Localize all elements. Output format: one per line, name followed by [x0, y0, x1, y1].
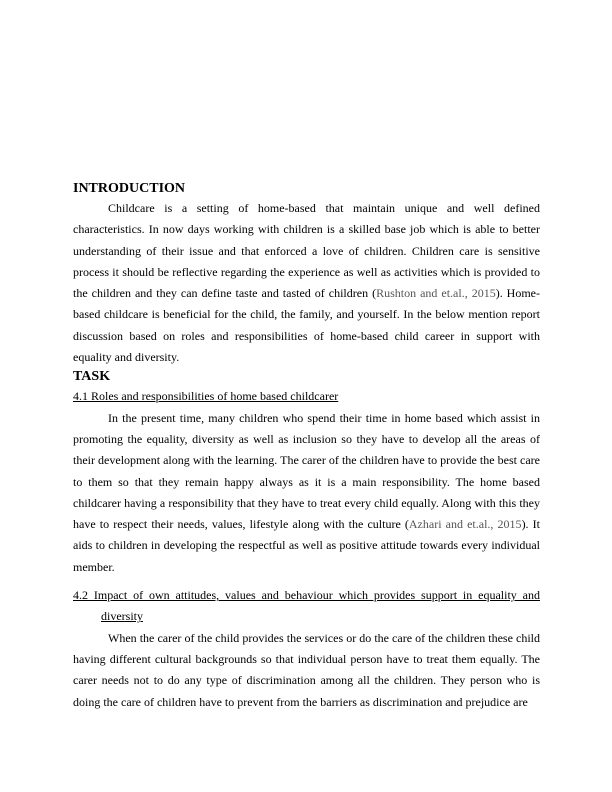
introduction-citation: Rushton and et.al., 2015 — [376, 286, 496, 301]
introduction-paragraph — [73, 198, 540, 368]
task-heading: TASK — [73, 369, 111, 385]
introduction-text-part-2: ). Home-based childcare is beneficial for the child, the family, and yourself. In the below mention report discussion based on roles and responsibilities of home-based child career in support with equality and diversity. — [73, 286, 541, 365]
section-4-1-citation: Azhari and et.al., 2015 — [408, 517, 522, 532]
section-4-2-title: 4.2 Impact of own attitudes, values and behaviour which provides support in equality and diversity — [73, 588, 540, 624]
section-4-1-text-part-1: In the present time, many children who spend their time in home based which assist in promoting the equality, diversity as well as inclusion so they have to develop all the areas of their development along with the learning. The carer of the children have to provide the best care to them so that they remain happy always as it is a main responsibility. The home based childcarer having a responsibility that they have to treat every child equally. Along with this they have to respect their needs, values, lifestyle along with the culture ( — [73, 410, 540, 532]
section-4-1-title: 4.1 Roles and responsibilities of home based childcarer — [73, 389, 339, 404]
section-4-2-paragraph: When the carer of the child provides the services or do the care of the children these child having different cultural backgrounds so that individual person have to treat them equally. The carer needs not to do any type of discrimination among all the children. They person who is doing the care of children have to prevent from the barriers as discrimination and prejudice are — [73, 630, 540, 709]
introduction-heading: INTRODUCTION — [73, 181, 186, 196]
section-4-1-paragraph — [73, 408, 540, 578]
introduction-text-part-1: Childcare is a setting of home-based that maintain unique and well defined characteristics. In now days working with children is a skilled base job which is able to better understanding of their issue and that enforced a love of children. Children care is sensitive process it should be reflective regarding the experience as well as activities which is provided to the children and they can define taste and tasted of children ( — [73, 201, 540, 301]
section-4-1-text-part-2: ). It aids to children in developing the respectful as well as positive attitude towards every individual member. — [73, 517, 541, 574]
document-content — [73, 180, 540, 713]
